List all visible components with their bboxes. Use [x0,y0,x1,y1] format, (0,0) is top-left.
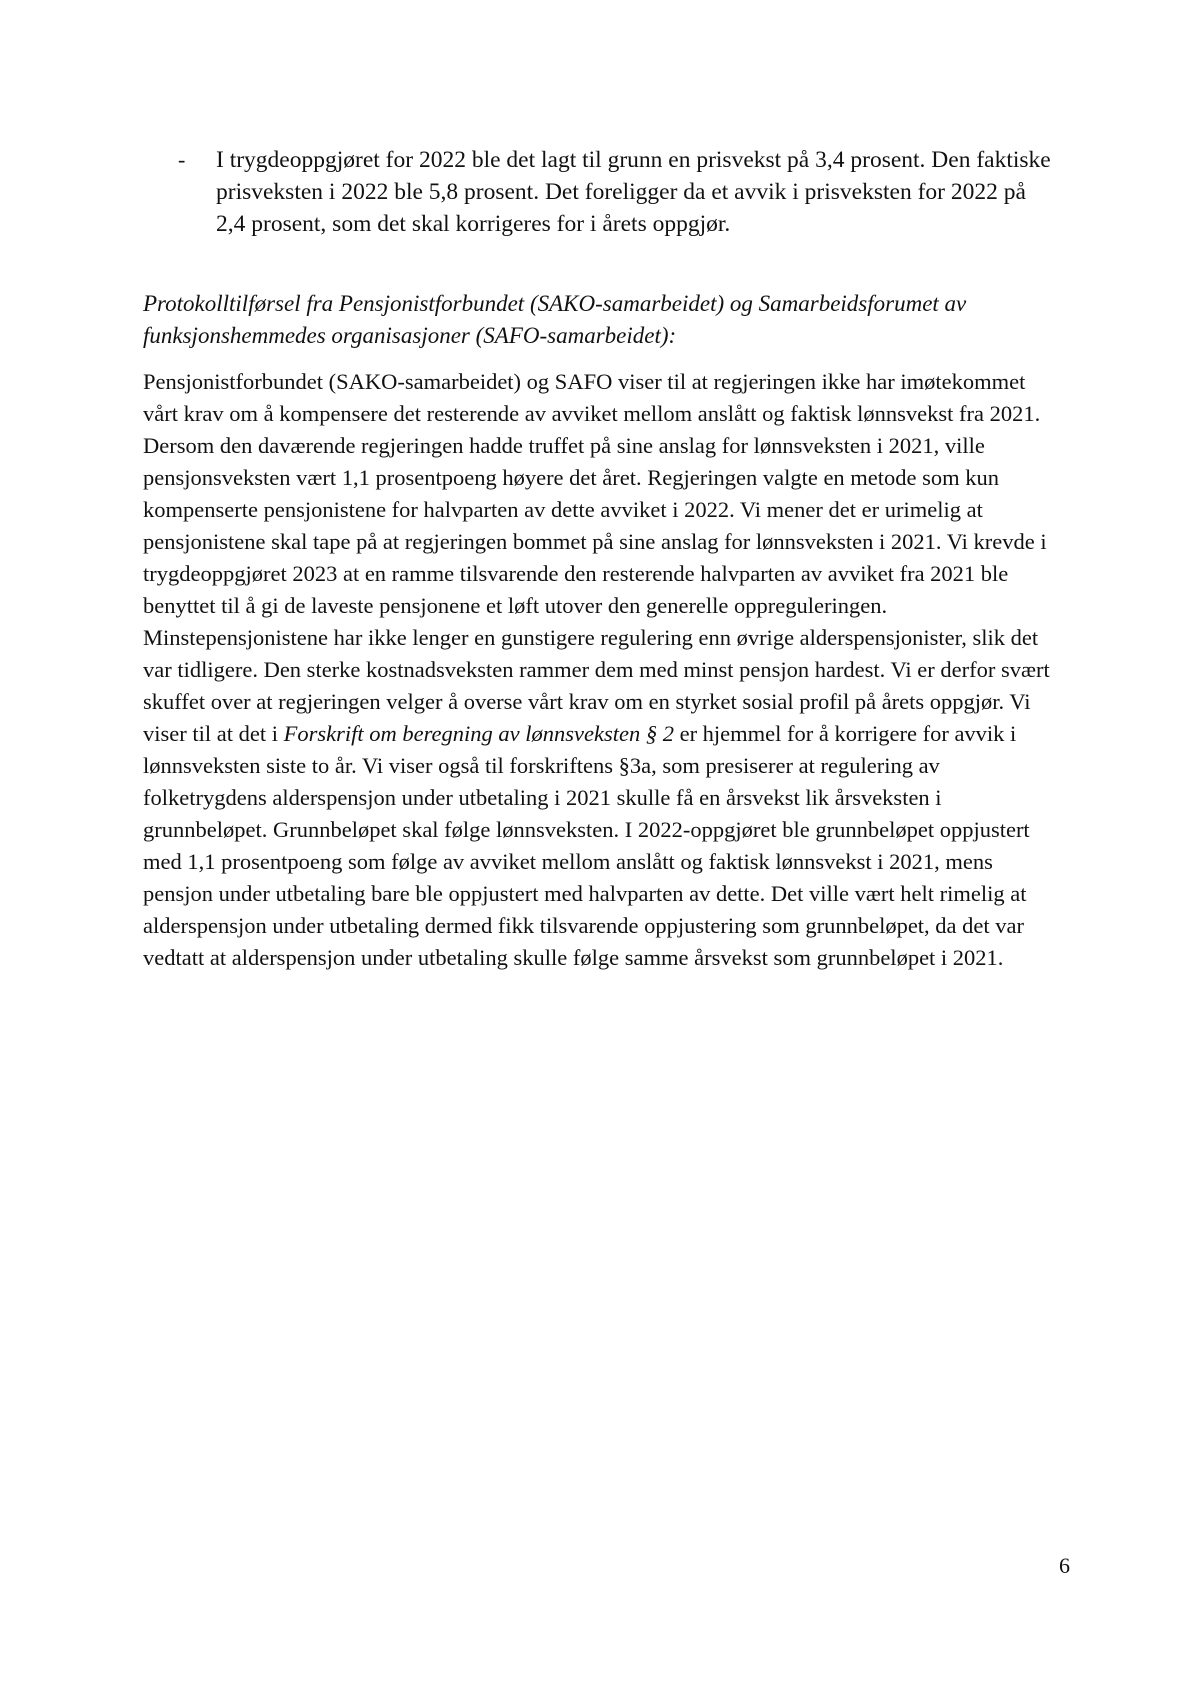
page-number: 6 [1059,1553,1070,1578]
bullet-list-item [178,144,1058,240]
regulation-reference: Forskrift om beregning av lønnsveksten § 2 [283,721,674,746]
bullet-marker: - [178,147,186,172]
bullet-text: I trygdeoppgjøret for 2022 ble det lagt til grunn en prisvekst på 3,4 prosent. Den faktiske prisveksten i 2022 ble 5,8 prosent. Det foreligger da et avvik i prisveksten for 2022 på 2,4 prosent, som det skal korrigeres for i årets oppgjør. [216,147,1051,237]
protocol-body-paragraph [143,366,1063,974]
body-text-part2: er hjemmel for å korrigere for avvik i lønnsveksten siste to år. Vi viser også til forskriftens §3a, som presiserer at regulering av folketrygdens alderspensjon under utbetaling i 2021 skulle få en årsvekst lik årsveksten i grunnbeløpet. Grunnbeløpet skal følge lønnsveksten. I 2022-oppgjøret ble grunnbeløpet oppjustert med 1,1 prosentpoeng som følge av avviket mellom anslått og faktisk lønnsvekst i 2021, mens pensjon under utbetaling bare ble oppjustert med halvparten av dette. Det ville vært helt rimelig at alderspensjon under utbetaling dermed fikk tilsvarende oppjustering som grunnbeløpet, da det var vedtatt at alderspensjon under utbetaling skulle følge samme årsvekst som grunnbeløpet i 2021. [143,721,1030,970]
body-text-part1: Pensjonistforbundet (SAKO-samarbeidet) og SAFO viser til at regjeringen ikke har imøtekommet vårt krav om å kompensere det resterende av avviket mellom anslått og faktisk lønnsvekst fra 2021. Dersom den daværende regjeringen hadde truffet på sine anslag for lønnsveksten i 2021, ville pensjonsveksten vært 1,1 prosentpoeng høyere det året. Regjeringen valgte en metode som kun kompenserte pensjonistene for halvparten av dette avviket i 2022. Vi mener det er urimelig at pensjonistene skal tape på at regjeringen bommet på sine anslag for lønnsveksten i 2021. Vi krevde i trygdeoppgjøret 2023 at en ramme tilsvarende den resterende halvparten av avviket fra 2021 ble benyttet til å gi de laveste pensjonene et løft utover den generelle oppreguleringen. Minstepensjonistene har ikke lenger en gunstigere regulering enn øvrige alderspensjonister, slik det var tidligere. Den sterke kostnadsveksten rammer dem med minst pensjon hardest. Vi er derfor svært skuffet over at regjeringen velger å overse vårt krav om en styrket sosial profil på årets oppgjør. Vi viser til at det i [143,369,1050,746]
protocol-heading: Protokolltilførsel fra Pensjonistforbundet (SAKO-samarbeidet) og Samarbeidsforumet av funksjonshemmedes organisasjoner (SAFO-samarbeidet): [143,291,967,348]
